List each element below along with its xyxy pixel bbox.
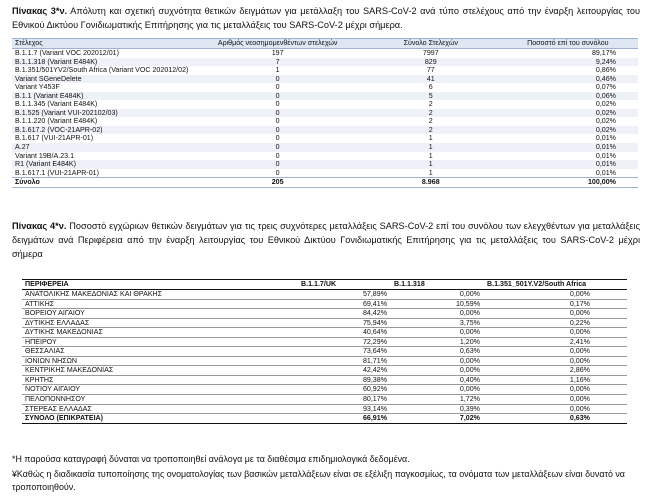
percent-cell: 0,86%: [595, 66, 616, 75]
total-label: Σύνολο: [12, 178, 191, 188]
b11318-percent-cell: 0,00%: [391, 328, 484, 338]
strain-name-cell: B.1.1.220 (Variant E484K): [15, 117, 98, 126]
b11318-percent-cell: 0,63%: [391, 347, 484, 357]
new-count-cell: 0: [275, 108, 280, 117]
table-row: [12, 58, 638, 67]
south-africa-percent-cell: 0,00%: [484, 309, 627, 319]
regions-table-body: [22, 290, 627, 414]
table-row: [22, 318, 627, 328]
region-cell: ΘΕΣΣΑΛΙΑΣ: [22, 347, 298, 357]
region-cell: ΚΡΗΤΗΣ: [22, 375, 298, 385]
region-cell: ΑΝΑΤΟΛΙΚΗΣ ΜΑΚΕΔΟΝΙΑΣ ΚΑΙ ΘΡΑΚΗΣ: [22, 290, 298, 300]
region-cell: ΠΕΛΟΠΟΝΝΗΣΟΥ: [22, 395, 298, 405]
table-row: [22, 347, 627, 357]
total-new-count: 205: [191, 178, 364, 188]
header-new-count: Αριθμός νεοσημομενθέντων στελεχών: [191, 39, 364, 49]
footnote-1: *Η παρούσα καταγραφή δύναται να τροποποιηθεί ανάλογα με τα διαθέσιμα επιδημιολογικά δεδομένα.: [12, 454, 410, 464]
south-africa-percent-cell: 2,41%: [484, 337, 627, 347]
new-count-cell: 7: [275, 57, 280, 66]
table4-caption: [12, 219, 640, 261]
total-percent: 100,00%: [498, 178, 638, 188]
region-cell: ΝΟΤΙΟΥ ΑΙΓΑΙΟΥ: [22, 385, 298, 395]
new-count-cell: 0: [275, 151, 280, 160]
footnote-2: ¥Καθώς η διαδικασία τυποποίησης της ονοματολογίας των βασικών μεταλλάξεων είναι σε εξέλιξη παγκοσμίως, τα ονόματα των μεταλλάξεων είναι δυνατό να τροποποιηθούν.: [12, 469, 625, 492]
b11318-percent-cell: 1,20%: [391, 337, 484, 347]
table-row: [22, 328, 627, 338]
b11318-percent-cell: 10,59%: [391, 299, 484, 309]
table-row: [22, 337, 627, 347]
new-count-cell: 1: [275, 66, 280, 75]
variants-table: [12, 38, 638, 188]
region-cell: ΒΟΡΕΙΟΥ ΑΙΓΑΙΟΥ: [22, 309, 298, 319]
table-row: [12, 117, 638, 126]
table3-caption-label: Πίνακας 3*ν.: [12, 6, 68, 16]
regions-table-header: [22, 280, 627, 290]
table-row: [12, 92, 638, 101]
total-count-cell: 1: [428, 151, 433, 160]
regions-table-total-row: [22, 414, 627, 424]
table-row: [22, 385, 627, 395]
percent-cell: 0,02%: [595, 108, 616, 117]
table-row: [22, 395, 627, 405]
total-count-cell: 829: [424, 57, 437, 66]
header-b11318: B.1.1.318: [391, 280, 484, 290]
percent-cell: 89,17%: [591, 49, 616, 57]
strain-name-cell: R1 (Variant E484K): [15, 160, 76, 169]
b11318-percent-cell: 0,39%: [391, 404, 484, 414]
table-row: [12, 49, 638, 58]
table-row: [22, 404, 627, 414]
new-count-cell: 0: [275, 91, 280, 100]
percent-cell: 0,06%: [595, 91, 616, 100]
header-south-africa: B.1.351_501Y.V2/South Africa: [484, 280, 627, 290]
new-count-cell: 0: [275, 125, 280, 134]
b11318-percent-cell: 1,72%: [391, 395, 484, 405]
percent-cell: 0,46%: [595, 74, 616, 83]
percent-cell: 0,01%: [595, 134, 616, 143]
strain-name-cell: B.1.617.1 (VUI-21APR-01): [15, 168, 99, 177]
new-count-cell: 197: [271, 49, 284, 57]
region-cell: ΑΤΤΙΚΗΣ: [22, 299, 298, 309]
new-count-cell: 0: [275, 143, 280, 152]
b11318-percent-cell: 0,00%: [391, 309, 484, 319]
table-row: [12, 143, 638, 152]
variants-table-header: [12, 39, 638, 49]
south-africa-percent-cell: 2,86%: [484, 366, 627, 376]
table-row: [12, 66, 638, 75]
table3-caption: [12, 4, 640, 32]
total-count-cell: 77: [426, 66, 435, 75]
new-count-cell: 0: [275, 117, 280, 126]
strain-name-cell: B.1.1 (Variant E484K): [15, 91, 84, 100]
uk-percent-cell: 40,64%: [298, 328, 391, 338]
b11318-percent-cell: 0,00%: [391, 385, 484, 395]
table-row: [12, 109, 638, 118]
south-africa-percent-cell: 0,17%: [484, 299, 627, 309]
strain-name-cell: Variant Y453F: [15, 83, 60, 92]
south-africa-percent-cell: 0,00%: [484, 385, 627, 395]
regions-table: [22, 279, 627, 424]
region-cell: ΣΤΕΡΕΑΣ ΕΛΛΑΔΑΣ: [22, 404, 298, 414]
new-count-cell: 0: [275, 74, 280, 83]
total-count-cell: 2: [428, 125, 433, 134]
strain-name-cell: B.1.617.2 (VOC-21APR-02): [15, 125, 103, 134]
new-count-cell: 0: [275, 168, 280, 177]
percent-cell: 0,07%: [595, 83, 616, 92]
total-count-cell: 2: [428, 117, 433, 126]
percent-cell: 9,24%: [595, 57, 616, 66]
percent-cell: 0,02%: [595, 100, 616, 109]
table-row: [12, 75, 638, 84]
percent-cell: 0,02%: [595, 117, 616, 126]
table-row: [22, 375, 627, 385]
header-strain: Στέλεχος: [12, 39, 191, 49]
uk-percent-cell: 60,92%: [298, 385, 391, 395]
total-count-cell: 1: [428, 160, 433, 169]
total-strains: 8.968: [364, 178, 498, 188]
table-row: [12, 83, 638, 92]
total-count-cell: 1: [428, 134, 433, 143]
table-row: [22, 299, 627, 309]
uk-percent-cell: 81,71%: [298, 356, 391, 366]
strain-name-cell: Variant SGeneDelete: [15, 74, 82, 83]
header-uk: B.1.1.7/UK: [298, 280, 391, 290]
table-row: [22, 356, 627, 366]
total-count-cell: 41: [426, 74, 435, 83]
total-count-cell: 2: [428, 100, 433, 109]
strain-name-cell: B.1.1.345 (Variant E484K): [15, 100, 98, 109]
header-percent: Ποσοστό επί του συνόλου: [498, 39, 638, 49]
total-count-cell: 1: [428, 143, 433, 152]
percent-cell: 0,01%: [595, 151, 616, 160]
region-cell: ΚΕΝΤΡΙΚΗΣ ΜΑΚΕΔΟΝΙΑΣ: [22, 366, 298, 376]
b11318-percent-cell: 0,40%: [391, 375, 484, 385]
uk-percent-cell: 93,14%: [298, 404, 391, 414]
new-count-cell: 0: [275, 83, 280, 92]
table-row: [12, 134, 638, 143]
strain-name-cell: A.27: [15, 143, 30, 152]
uk-percent-cell: 89,38%: [298, 375, 391, 385]
table-row: [12, 152, 638, 161]
percent-cell: 0,01%: [595, 160, 616, 169]
b11318-percent-cell: 0,00%: [391, 366, 484, 376]
total-count-cell: 6: [428, 83, 433, 92]
table4-caption-label: Πίνακας 4*ν.: [12, 221, 67, 231]
total-count-cell: 5: [428, 91, 433, 100]
strain-name-cell: B.1.525 (Variant VUI-202102/03): [15, 108, 118, 117]
table-row: [22, 366, 627, 376]
south-africa-percent-cell: 1,16%: [484, 375, 627, 385]
total-count-cell: 1: [428, 168, 433, 177]
uk-percent-cell: 80,17%: [298, 395, 391, 405]
new-count-cell: 0: [275, 160, 280, 169]
strain-name-cell: B.1.1.318 (Variant E484K): [15, 57, 98, 66]
strain-name-cell: B.1.617 (VUI-21APR-01): [15, 134, 94, 143]
total-count-cell: 2: [428, 108, 433, 117]
uk-percent-cell: 73,64%: [298, 347, 391, 357]
south-africa-percent-cell: 0,00%: [484, 395, 627, 405]
regions-total-south-africa: 0,63%: [484, 414, 627, 424]
south-africa-percent-cell: 0,00%: [484, 356, 627, 366]
percent-cell: 0,01%: [595, 143, 616, 152]
new-count-cell: 0: [275, 100, 280, 109]
south-africa-percent-cell: 0,00%: [484, 290, 627, 300]
table4-caption-text: Ποσοστό εγχώριων θετικών δειγμάτων για τις τρεις συχνότερες μεταλλάξεις SARS-CoV-2 επί του συνόλου των ελεγχθέντων για μεταλλάξεις δειγμάτων ανά Περιφέρεια από την έναρξη λειτουργίας του Εθνικού Δικτύου Γονιδιωματικής Επιτήρησης για τις μεταλλάξεις του SARS-CoV-2 μέχρι σήμερα: [12, 221, 640, 259]
table-row: [22, 290, 627, 300]
regions-total-uk: 66,91%: [298, 414, 391, 424]
region-cell: ΔΥΤΙΚΗΣ ΕΛΛΑΔΑΣ: [22, 318, 298, 328]
region-cell: ΙΟΝΙΩΝ ΝΗΣΩΝ: [22, 356, 298, 366]
table3-caption-text: Απόλυτη και σχετική συχνότητα θετικών δειγμάτων για μετάλλαξη του SARS-CoV-2 ανά τύπο στελέχους από την έναρξη λειτουργίας του Εθνικού Δικτύου Γονιδιωματικής Επιτήρησης για τις μεταλλάξεις του SARS-CoV-2 μέχρι σήμερα.: [12, 6, 641, 30]
percent-cell: 0,01%: [595, 168, 616, 177]
uk-percent-cell: 84,42%: [298, 309, 391, 319]
table-row: [12, 160, 638, 169]
strain-name-cell: Variant 19B/A.23.1: [15, 151, 75, 160]
header-total: Σύνολο Στελεχών: [364, 39, 498, 49]
strain-name-cell: B.1.1.7 (Variant VOC 202012/01): [15, 49, 119, 57]
percent-cell: 0,02%: [595, 125, 616, 134]
south-africa-percent-cell: 0,00%: [484, 328, 627, 338]
uk-percent-cell: 69,41%: [298, 299, 391, 309]
regions-total-b11318: 7,02%: [391, 414, 484, 424]
table-row: [12, 100, 638, 109]
strain-name-cell: B.1.351/501YV2/South Africa (Variant VOC 202012/02): [15, 66, 189, 75]
uk-percent-cell: 57,89%: [298, 290, 391, 300]
uk-percent-cell: 72,29%: [298, 337, 391, 347]
regions-total-label: ΣΥΝΟΛΟ (ΕΠΙΚΡΑΤΕΙΑ): [22, 414, 298, 424]
variants-table-body: [12, 49, 638, 178]
b11318-percent-cell: 0,00%: [391, 290, 484, 300]
region-cell: ΗΠΕΙΡΟΥ: [22, 337, 298, 347]
header-region: ΠΕΡΙΦΕΡΕΙΑ: [22, 280, 298, 290]
uk-percent-cell: 75,94%: [298, 318, 391, 328]
south-africa-percent-cell: 0,00%: [484, 404, 627, 414]
total-count-cell: 7997: [422, 49, 439, 57]
new-count-cell: 0: [275, 134, 280, 143]
b11318-percent-cell: 0,00%: [391, 356, 484, 366]
table-row: [22, 309, 627, 319]
south-africa-percent-cell: 0,00%: [484, 347, 627, 357]
uk-percent-cell: 42,42%: [298, 366, 391, 376]
variants-table-total-row: [12, 178, 638, 188]
south-africa-percent-cell: 0,22%: [484, 318, 627, 328]
table-row: [12, 126, 638, 135]
table-row: [12, 169, 638, 178]
b11318-percent-cell: 3,75%: [391, 318, 484, 328]
region-cell: ΔΥΤΙΚΗΣ ΜΑΚΕΔΟΝΙΑΣ: [22, 328, 298, 338]
